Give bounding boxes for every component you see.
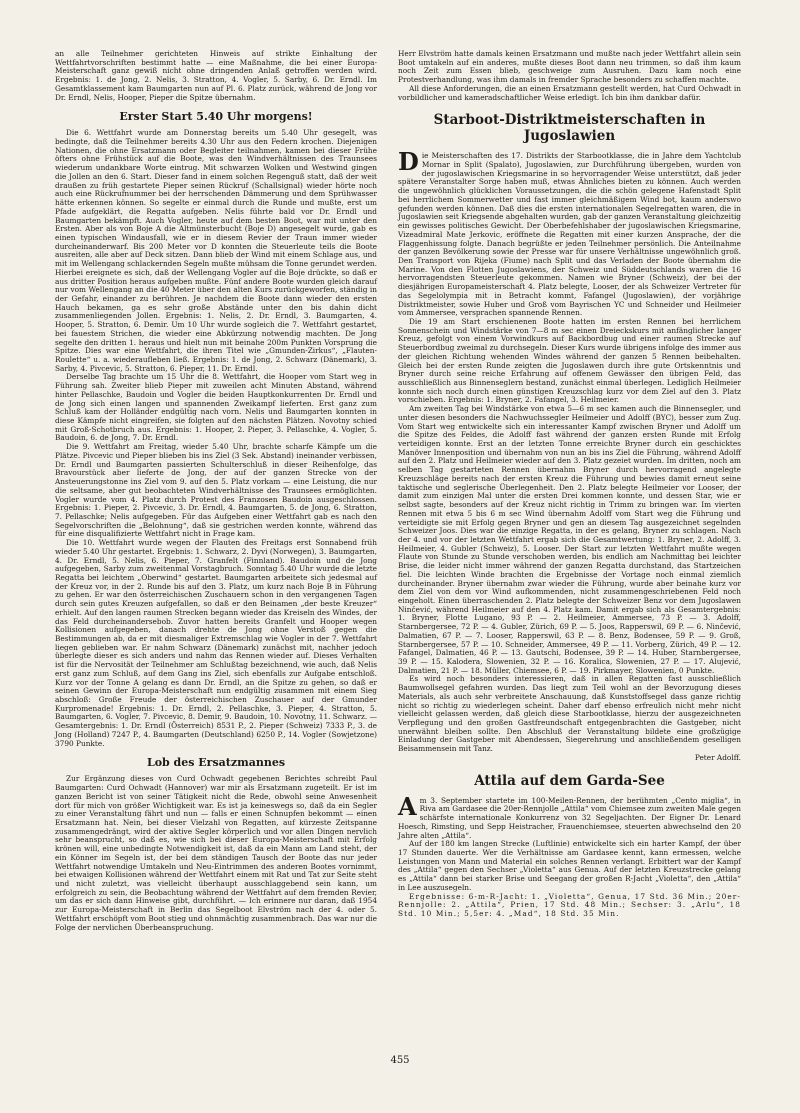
paragraph: Die 10. Wettfahrt wurde wegen der Flauten des Freitags erst Sonnabend früh wieder 5.40 Uhr gestartet. Ergebnis: 1. Schwarz, 2. Dyvi (Norwegen), 3. Baumgarten, 4. Dr. Erndl, 5. Nelis, 6. Pieper, 7. Granfelt (Finnland). Baudoin und de Jong aufgegeben, Sarby zum zweitenmal Vorstagbruch. Sonntag 5.40 Uhr wurde die letzte Regatta bei leichtem „Oberwind“ gestartet. Baumgarten arbeitete sich jedesmal auf der Kreuz vor, in der 2. Runde bis auf den 3. Platz, um kurz nach Boje B in Führung zu gehen. Er war den österreichischen Zuschauern schon in den vergangenen Tagen durch sein gutes Kreuzen aufgefallen, so daß er den Beinamen „der beste Kreuzer“ erhielt. Auf den langen raumen Strecken begann wieder das Kreiseln des Windes, der das Feld durcheinandersebob. Zuvor hatten bereits Granfelt und Hooper wegen Kollisionen aufgegeben, danach drehte de Jong ohne Verstoß gegen die Bestimmungen ab, da er mit diesmaliger Extremschlag wie Vogler in der 7. Wettfahrt liegen geblieben war. Er nahm Schwarz (Dänemark) zunächst mit, nachher jedoch überlegte dieser es sich anders und nahm das Rennen wieder auf. Dieses Verhalten ist für die Nervosität der Teilnehmer am Schlußtag bezeichnend, wie auch, daß Nelis erst ganz zum Schluß, auf dem Gang ins Ziel, sich ebenfalls zur Aufgabe entschloß. Kurz vor der Tonne A gelang es dann Dr. Erndl, an die Spitze zu gehen, so daß er seinen Gewinn der Europa-Meisterschaft nun endgültig zusammen mit einem Sieg abschloß: Große Freude der österreichischen Zuschauer auf der Gmunder Kurpromenade! Ergebnis: 1. Dr. Erndl, 2. Pellaschke, 3. Pieper, 4. Stratton, 5. Baumgarten, 6. Vogler, 7. Pivcevic, 8. Demir, 9. Baudoin, 10. Novotny, 11. Schwarz. — Gesamtergebnis: 1. Dr. Erndl (Österreich) 8531 P., 2. Pieper (Schweiz) 7333 P., 3. de Jong (Holland) 7247 P., 4. Baumgarten (Deutschland) 6250 P., 14. Vogler (Sowjetzone) 3790 Punkte. bbox=[55, 538, 377, 748]
section-title-attila: Attila auf dem Garda-See bbox=[474, 772, 665, 789]
right-intro-paragraph: Herr Elvström hatte damals keinen Ersatzmann und mußte nach jeder Wettfahrt allein sein Boot umtakeln auf ein anderes, mußte dieses Boot dann neu trimmen, so daß ihm kaum noch Zeit zum Essen blieb, geschweige zum Ausruhen. Dazu kam noch eine Protestverhandlung, was ihm damals in fremder Sprache besonders zu schaffen machte. bbox=[398, 49, 741, 85]
paragraph: Die Meisterschaften des 17. Distrikts der Starbootklasse, die in Jahre dem Yachtclub Mornar in Split (Spalato), Jugoslawien, zur Durchführung übergeben, wurden von der jugoslawischen Kriegsmarine in so hervorragender Weise unterstützt, daß jeder spätere Veranstalter Sorge haben muß, etwas Ähnliches bieten zu können. Auch werden die ungewöhnlich glücklichen Voraussetzungen, die die schön gelegene Hafenstadt Split bei herrlichem Sommerwetter und fast immer gleichmäßigem Wind bot, kaum anderswo gefunden werden können. Daß dies die ersten internationalen Segelregatten waren, die in Jugoslawien seit Kriegsende abgehalten wurden, gab der ganzen Veranstaltung gleichzeitig ein gewisses politisches Gewicht. Der Oberbefehlshaber der jugoslawischen Kriegsmarine, Vizeadmiral Mate Jerkovic, eröffnete die Regatten mit einer kurzen Ansprache, der die Flaggenhissung folgte. Danach begrüßte er jeden Teilnehmer persönlich. Die Anteilnahme der ganzen Bevölkerung sowie der Presse war für unsere Verhältnisse ungewöhnlich groß. Den Transport von Rijeka (Fiume) nach Split und das Verladen der Boote übernahm die Marine. Von den Flotten Jugoslawiens, der Schweiz und Süddeutschlands waren die 16 hervorragendsten Steuerleute gekommen. Namen wie Bryner (Schweiz), der bei der diesjährigen Europameisterschaft 4. Platz belegte, Looser, der als Schweizer Vertreter für das Segelolympia mit in Betracht kommt, Fafangel (Jugoslawien), der vorjährige Distriktmeister, sowie Huber und Groß vom Bayrischen YC und Schneider und Heilmeier vom Ammersee, versprachen spannende Rennen. bbox=[398, 147, 741, 318]
drop-cap: D bbox=[398, 147, 419, 177]
paragraph: Am zweiten Tag bei Windstärke von etwa 5—6 m sec kamen auch die Binnensegler, und unter diesen besonders die Nachwuchssegler Heilmeier und Adolff (BYC), besser zum Zug. Vom Start weg entwickelte sich ein interessanter Kampf zwischen Bryner und Adolff um die Spitze des Feldes, die Adolff fast während der ganzen ersten Runde mit Erfolg verteidigen konnte. Erst an der letzten Tonne erreichte Bryner durch ein geschicktes Manöver Innenposition und übernahm von nun an bis ins Ziel die Führung, während Adolff auf den 2. Platz und Heilmeier wieder auf den 3. Platz gezeiet wurden. Im dritten, noch am selben Tag gestarteten Rennen übernahm Bryner durch hervorragend angelegte Kreuzschläge bereits nach der ersten Kreuz die Führung und bewies damit erneut seine taktische und seglerische Überlegenheit. Den 2. Platz belegte Heilmeier vor Looser, der damit zum einzigen Mal unter die ersten Drei kommen konnte, und dessen Star, wie er selbst sagte, besonders auf der Kreuz nicht richtig in Trimm zu bringen war. Im vierten Rennen mit etwa 5 bis 6 m sec Wind übernahm Adolff vom Start weg die Führung und verteidigte sie mit Erfolg gegen Bryner und gen an diesem Tag ausgezeichnet segelnden Schweizer Joos. Dies war die einzige Regatta, in der es gelang, Bryner zu schlagen. Nach der 4. und vor der letzten Wettfahrt ergab sich die Gesamtwertung: 1. Bryner, 2. Adolff, 3. Heilmeier, 4. Gubler (Schweiz), 5. Looser. Der Start zur letzten Wettfahrt mußte wegen Flaute von Stunde zu Stunde verschoben werden, bis endlich am Nachmittag bei leichter Brise, die leider nicht immer während der ganzen Regatta durchstand, das Startzeichen fiel. Die leichten Winde brachten die Ergebnisse der Vortage noch einmal ziemlich durcheinander. Bryner übernahm zwar wieder die Führung, wurde aber beinahe kurz vor dem Ziel von dem vor Wind aufkommenden, nicht zusammengeschriebenen Feld noch eingeholt. Einen überraschenden 2. Platz belegte der Schweizer Benz vor dem Jugoslawen Ninčević, während Heilmeier auf den 4. Platz kam. Damit ergab sich als Gesamtergebnis: 1. Bryner, Flotte Lugano, 93 P. — 2. Heilmeier, Ammersee, 73 P. — 3. Adolff, Starnbergersee, 72 P. — 4. Gubler, Zürich, 69 P. — 5. Joos, Rapperswil, 69 P. — 6. Ninčević, Dalmatien, 67 P. — 7. Looser, Rapperswil, 63 P. — 8. Benz, Bodensee, 59 P. — 9. Groß, Starnbergersee, 57 P. — 10. Schneider, Ammersee, 49 P. — 11. Vorberg, Zürich, 49 P. — 12. Fafangel, Dalmatien, 46 P. — 13. Gautschi, Bodensee, 39 P. — 14. Huber, Starnbergersee, 39 P. — 15. Kalodera, Slowenien, 32 P. — 16. Koralica, Slowenien, 27 P. — 17. Alujević, Dalmatien, 21 P. — 18. Müller, Chiemsee, 6 P. — 19. Pirkmayer, Slowenien, 0 Punkte. bbox=[398, 404, 741, 675]
paragraph: Die 6. Wettfahrt wurde am Donnerstag bereits um 5.40 Uhr gesegelt, was bedingte, daß die Teilnehmer bereits 4.30 Uhr aus den Federn krochen. Diejenigen Nationen, die ohne Ersatzmann oder Begleiter teilnahmen, kamen bei dieser Frühe öfters ohne Frühstück auf die Boote, was den Windverhältnissen des Traunsees wiederum undankbare Worte eintrug. Mit schwarzen Wolken und Westwind gingen die Jollen an den 6. Start. Dieser fand in einem solchen Regenguß statt, daß der weit draußen zu früh gestartete Pieper seinen Rückruf (Schallsignal) wieder hörte noch auch eine Rückrufnummer bei der herrschenden Dämmerung und dem Sprühwasser hätte erkennen können. So segelte er einmal durch die Runde und mußte, erst um Pfade aufgeklärt, die Regatta aufgeben. Nelis führte bald vor Dr. Erndl und Baumgarten bekämpft. Auch Vogler, heute auf dem besten Boot, war mit unter den Ersten. Aber als von Boje A die Altmünsterbucht (Boje D) angesegelt wurde, gab es einen typischen Windausfall, wie er in diesem Revier der Traun immer wieder durcheinanderwarf. Bis 200 Meter vor D konnten die Steuerleute teils die Boote ausreiten, alle aber auf Deck sitzen. Dann blieb der Wind mit einem Schlage aus, und mit im Wellengang schlackernden Segeln mußte mühsam die Tonne gerundet werden. Hierbei ereignete es sich, daß der Wellengang Vogler auf die Boje drückte, so daß er aus dritter Position heraus aufgeben mußte. Fünf andere Boote wurden gleich darauf nur vom Wellengang an die 40 Meter über den alten Kurs zurückgeworfen, ständig in der Gefahr, einander zu berühren. Je nachdem die Boote dann wieder den ersten Hauch bekamen, ga es sehr große Abstände unter den bis dahin dicht zusammenliegenden Jollen. Ergebnis: 1. Nelis, 2. Dr. Erndl, 3. Baumgarten, 4. Hooper, 5. Stratton, 6. Demir. Um 10 Uhr wurde sogleich die 7. Wettfahrt gestartet, bei fauestem Strichen, die wieder eine Abkürzung notwendig machten. De Jong segelte den dritten 1. heraus und hielt nun mit beinahe 200m Punkten Vorsprung die Spitze. Dies war eine Wettfahrt, die ihren Titel wie „Gmunden-Zirkus“, „Flauten-Roulette“ u. a. wiederaufleben ließ. Ergebnis: 1. de Jong, 2. Schwarz (Dänemark), 3. Sarby, 4. Pivcevic, 5. Stratton, 6. Pieper, 11. Dr. Erndl. bbox=[55, 128, 377, 373]
paragraph: Die 19 am Start erschienenen Boote hatten im ersten Rennen bei herrlichem Sonnenschein und Windstärke von 7—8 m sec einen Dreieckskurs mit anfänglicher langer Kreuz, gefolgt von einem Vorwindkurs auf Backbordbug und einer raumen Strecke auf Steuerbordbug zweimal zu durchsegeln. Dieser Kurs wurde übrigens infolge des immer aus der gleichen Richtung wehenden Windes während der ganzen 5 Rennen beibehalten. Gleich bei der ersten Runde zeigten die Jugoslawen durch ihre gute Ortskenntnis und Bryner durch seine reiche Erfahrung auf offenem Gewässer den übrigen Feld, das ausschließlich aus Binnenseglern bestand, zunächst einmal überlegen. Lediglich Heilmeier konnte sich noch durch einen günstigen Kreuzschlag kurz vor dem Ziel auf den 3. Platz vorschieben. Ergebnis: 1. Bryner, 2. Fafangel, 3. Heilmeier. bbox=[398, 316, 741, 405]
page-number: 455 bbox=[390, 1055, 410, 1066]
left-column bbox=[55, 50, 377, 932]
paragraph: All diese Anforderungen, die an einen Ersatzmann gestellt werden, hat Curd Ochwadt in vorbildlicher und kameradschaftlicher Weise erledigt. Ich bin ihm dankbar dafür. bbox=[398, 83, 741, 102]
section-title-erster-start: Erster Start 5.40 Uhr morgens! bbox=[119, 110, 313, 124]
author-signature: Peter Adolff. bbox=[694, 752, 741, 762]
left-intro-paragraph: an alle Teilnehmer gerichteten Hinweis auf strikte Einhaltung der Wettfahrtvorschriften bestimmt hatte — eine Maßnahme, die bei einer Europa-Meisterschaft ganz gewiß nicht ohne dringenden Anlaß getroffen werden wird. Ergebnis: 1. de Jong, 2. Nelis, 3. Stratton, 4. Vogler, 5. Sarby, 6. Dr. Erndl. Im Gesamtklassement kam Baumgarten nun auf Pl. 6. Platz zurück, während de Jong vor Dr. Erndl, Nelis, Hooper, Pieper die Spitze übernahm. bbox=[55, 49, 377, 102]
right-column bbox=[398, 50, 741, 919]
paragraph: Derselbe Tag brachte um 15 Uhr die 8. Wettfahrt, die Hooper vom Start weg in Führung sah. Zweiter blieb Pieper mit zuweilen acht Minuten Abstand, während hinter Pellaschke, Baudoin und Vogler die beiden Hauptkonkurrenten Dr. Erndl und de Jong sich einen langen und spannenden Zweikampf lieferten. Erst ganz zum Schluß kam der Holländer endgültig nach vorn. Nelis und Baumgarten konnten in diese Kämpfe nicht eingreifen, sie folgten auf den nächsten Plätzen. Novotny schied mit Groß-Schotbruch aus. Ergebnis: 1. Hooper, 2. Pieper, 3. Pellaschke, 4. Vogler, 5. Baudoin, 6. de Jong, 7. Dr. Erndl. bbox=[55, 372, 377, 443]
paragraph: Es wird noch besonders interessieren, daß in allen Regatten fast ausschließlich Baumwollsegel gefahren wurden. Das liegt zum Teil wohl an der Bevorzugung dieses Materials, als auch sehr verbreitete Anschauung, daß Kunststoffsegel dass ganze richtig nicht so richtig zu wiederlegen scheint. Daher darf ebenso erfreulich nicht mehr nicht vielleicht gelassen werden, daß gleich diese Starbootklasse, hierzu der ausgezeichneten Verpflegung und den großen Gastfreundschaft entgegenbrachten die Gastgeber, nicht unerwähnt bleiben sollte. Den Abschluß der Veranstaltung bildete eine großzügige Einladung der Gastgeber mit Abendessen, Siegerehrung und anschließendem geselligen Beisammensein mit Tanz. bbox=[398, 674, 741, 754]
drop-cap: A bbox=[398, 791, 417, 821]
paragraph: Auf der 180 km langen Strecke (Luftlinie) entwickelte sich ein harter Kampf, der über 17 Stunden dauerte. Wer die Verhältnisse am Gardasee kennt, kann ermessen, welche Leistungen von Mann und Material ein solches Rennen verlangt. Erbittert war der Kampf des „Attila“ gegen den Sechser „Violetta“ aus Genua. Auf der letzten Kreuzstrecke gelang es „Attila“ dann bei starker Brise und Seegang der großen R-Jacht „Violetta“, den „Attila“ in Lee auszusegeln. bbox=[398, 839, 741, 892]
section-title-lob-des-ersatzmannes: Lob des Ersatzmannes bbox=[146, 756, 286, 770]
paragraph: Die 9. Wettfahrt am Freitag, wieder 5.40 Uhr, brachte scharfe Kämpfe um die Plätze. Pivcevic und Pieper blieben bis ins Ziel (3 Sek. Abstand) ineinander verbissen, Dr. Erndl und Baumgarten passierten Schulterschluß in dieser Reihenfolge, das Bravourstück aber lieferte de Jong, der auf der ganzen Strecke von der Ansteuerungstonne ins Ziel vom 9. auf den 5. Platz vorkam — eine Leistung, die nur die seltsame, aber gut beobachteten Windverhältnisse des Traunsees ermöglichten. Vogler wurde vom 4. Platz durch Protest des Franzosen Baudoin ausgeschlossen. Ergebnis: 1. Pieper, 2. Pivcevic, 3. Dr. Erndl, 4. Baumgarten, 5. de Jong, 6. Stratton, 7. Pellaschke; Nelis aufgegeben. Für das Aufgeben einer Wettfahrt gab es nach den Segelvorschriften die „Belohnung“, daß sie gestrichen werden konnte, während das für eine disqualifizierte Wettfahrt nicht in Frage kam. bbox=[55, 442, 377, 539]
paragraph: Am 3. September startete im 100-Meilen-Rennen, der berühmten „Cento miglia“, in Riva am Gardasee die 20er-Rennjolle „Attila“ vom Chiemsee zum zweiten Male gegen schärfste internationale Konkurrenz von 32 Segeljachten. Der Eigner Dr. Lenard Hoesch, Rimsting, und Sepp Heistracher, Frauenchiemsee, steuerten abwechselnd den 20 Jahre alten „Attila“. bbox=[398, 791, 741, 840]
section-title-starboot: Starboot-Distriktmeisterschaften in Jugoslawien bbox=[433, 112, 706, 145]
results-paragraph: Ergebnisse: 6-m-R-Jacht: 1. „Violetta“, Genua, 17 Std. 36 Min.; 20er-Rennjolle: 2. „Attila“, Prien, 17 Std. 48 Min.; Sechser: 3. „Arlu“, 18 Std. 10 Min.; 5,5er: 4. „Mad“, 18 Std. 35 Min. bbox=[398, 891, 741, 918]
paragraph: Zur Ergänzung dieses von Curd Ochwadt gegebenen Berichtes schreibt Paul Baumgarten: Curd Ochwadt (Hannover) war mir als Ersatzmann zugeteilt. Er ist im ganzen Bericht ist von seiner Tätigkeit nicht die Rede, obwohl seine Anwesenheit dort für mich von größer Wichtigkeit war. Es ist ja keineswegs so, daß da ein Segler zu einer Veranstaltung fährt und nun — falls er einen Schnupfen bekommt — einen Ersatzmann hat. Nein, bei dieser Vielzahl von Regatten, auf kürzeste Zeitspanne zusammengedrängt, wird der aktive Segler körperlich und vor allen Dingen nervlich sehr beansprucht, so daß es, wie sich bei dieser Europa-Meisterschaft mit Erfolg krönen will, eine unbedingte Notwendigkeit ist, daß da ein Mann am Land steht, der ein Könner im Segeln ist, der bei dem ständigen Tausch der Boote das nur jeder Wettfahrt notwendige Umtakeln und Neu-Eintrimmen des anderen Bootes vornimmt, bei etwaigen Kollisionen während der Wettfahrt einem mit Rat und Tat zur Seite steht und nicht zuletzt, was vielleicht überhaupt ausschlaggebend sein kann, um erfolgreich zu sein, die Beobachtung während der Wettfahrt auf dem fremden Revier, um das er sich dann Hinweise gibt, durchführt. — Ich erinnere nur daran, daß 1954 zur Europa-Meisterschaft in Berlin das Segelboot Elvström nach der 4. oder 5. Wettfahrt erschöpft vom Boot stieg und ohnmächtig zusammenbrach. Das war nur die Folge der nervlichen Überbeanspruchung. bbox=[55, 774, 377, 932]
